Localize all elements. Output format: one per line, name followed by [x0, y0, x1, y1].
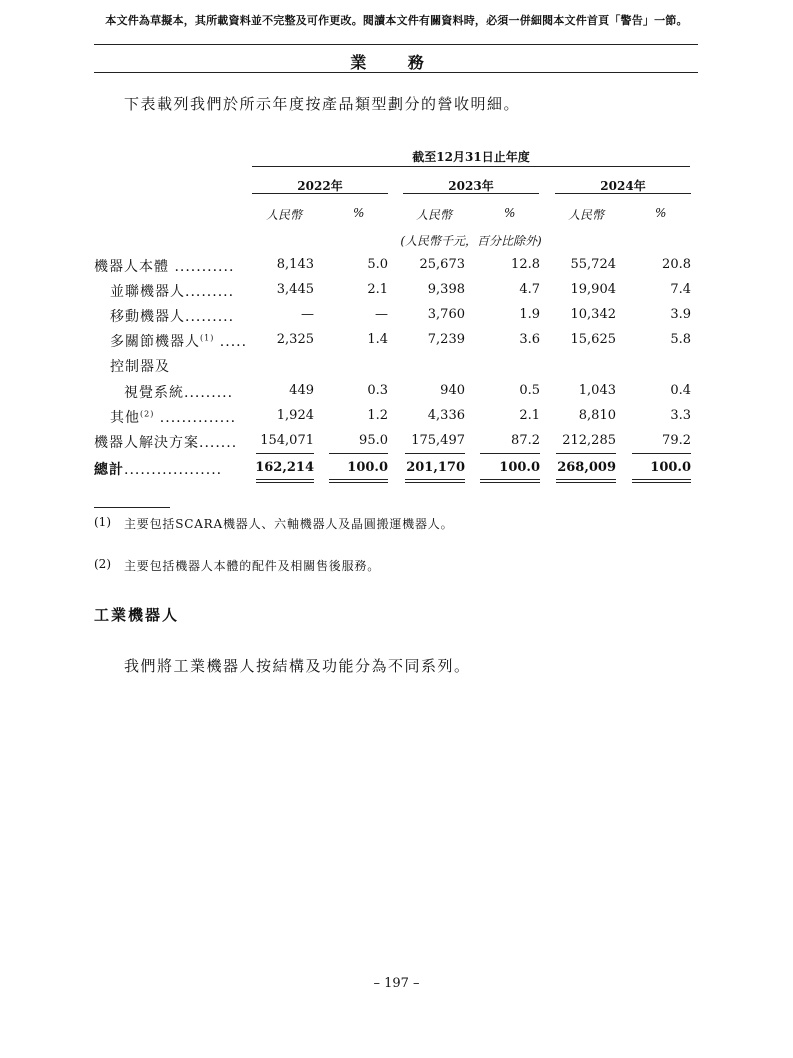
percent-label-2024: %: [655, 206, 667, 220]
year-header-2024: 2024年: [600, 179, 646, 193]
table-cell: 10,342: [570, 307, 616, 322]
table-cell: 20.8: [662, 257, 691, 272]
footnote-mark: (2): [94, 557, 111, 571]
table-cell: 4,336: [427, 408, 465, 423]
section-title: 業 務: [350, 53, 442, 72]
total-double-rule: [632, 479, 691, 483]
table-cell: 2,325: [276, 332, 314, 347]
table-cell: —: [301, 307, 314, 322]
currency-label-2023: 人民幣: [416, 208, 453, 222]
table-row-label: 機器人解決方案.......: [94, 435, 238, 451]
period-header: 截至12月31日止年度: [412, 150, 530, 164]
table-cell: 154,071: [260, 433, 314, 448]
table-cell: 7.4: [670, 282, 691, 297]
table-cell: 7,239: [427, 332, 465, 347]
table-cell: 5.0: [367, 257, 388, 272]
subtotal-rule: [556, 453, 616, 454]
table-row-label: 其他$^{(2)}$ ..............: [110, 409, 237, 426]
footnote-text: 主要包括機器人本體的配件及相關售後服務。: [124, 559, 381, 573]
table-cell: 1.9: [519, 307, 540, 322]
table-row-label: 多關節機器人$^{(1)}$ .....: [110, 333, 248, 350]
table-cell-total: 201,170: [406, 460, 465, 475]
table-cell: 3.9: [670, 307, 691, 322]
table-cell-total: 100.0: [650, 460, 691, 475]
percent-label-2022: %: [353, 206, 365, 220]
intro-text: 下表載列我們於所示年度按產品類型劃分的營收明細。: [124, 95, 521, 113]
table-cell: 12.8: [511, 257, 540, 272]
currency-label-2024: 人民幣: [568, 208, 605, 222]
subtotal-rule: [256, 453, 314, 454]
total-double-rule: [480, 479, 540, 483]
table-cell: 55,724: [570, 257, 616, 272]
table-cell: 2.1: [519, 408, 540, 423]
table-cell: 8,143: [276, 257, 314, 272]
year-underline-2024: [555, 193, 691, 194]
table-cell: 3,445: [276, 282, 314, 297]
table-row-label: 視覺系統.........: [124, 385, 234, 401]
table-cell: 3,760: [427, 307, 465, 322]
period-underline: [252, 166, 690, 167]
table-cell: —: [375, 307, 388, 322]
total-double-rule: [256, 479, 314, 483]
table-cell: 79.2: [662, 433, 691, 448]
table-cell: 3.6: [519, 332, 540, 347]
table-cell: 212,285: [562, 433, 616, 448]
table-row-label: 機器人本體 ...........: [94, 259, 235, 275]
table-cell: 449: [289, 383, 314, 398]
subtotal-rule: [405, 453, 465, 454]
table-cell-total: 100.0: [499, 460, 540, 475]
table-cell: 9,398: [427, 282, 465, 297]
table-cell: 3.3: [670, 408, 691, 423]
table-cell: 1,924: [276, 408, 314, 423]
total-double-rule: [556, 479, 616, 483]
subtotal-rule: [632, 453, 691, 454]
table-cell: 5.8: [670, 332, 691, 347]
table-cell: 87.2: [511, 433, 540, 448]
percent-label-2023: %: [504, 206, 516, 220]
table-cell: 175,497: [411, 433, 465, 448]
body-paragraph: 我們將工業機器人按結構及功能分為不同系列。: [124, 657, 471, 675]
year-header-2022: 2022年: [297, 179, 343, 193]
table-row-label: 控制器及: [110, 359, 170, 375]
year-underline-2023: [403, 193, 539, 194]
table-cell: 0.3: [367, 383, 388, 398]
footnote-text: 主要包括SCARA機器人、六軸機器人及晶圓搬運機器人。: [124, 517, 454, 531]
table-cell: 1,043: [578, 383, 616, 398]
table-cell: 8,810: [578, 408, 616, 423]
table-cell: 19,904: [570, 282, 616, 297]
table-cell: 95.0: [359, 433, 388, 448]
footnote-separator: [94, 507, 170, 508]
table-cell: 1.4: [367, 332, 388, 347]
header-rule-top: [94, 44, 698, 45]
table-cell: 4.7: [519, 282, 540, 297]
header-rule-bottom: [94, 72, 698, 73]
table-row-label-total: 總計..................: [94, 462, 223, 478]
draft-warning: 本文件為草擬本，其所載資料並不完整及可作更改。閱讀本文件有關資料時，必須一併細閱本文件首頁「警告」一節。: [105, 14, 688, 27]
table-cell: 15,625: [570, 332, 616, 347]
footnote-mark: (1): [94, 515, 111, 529]
total-double-rule: [405, 479, 465, 483]
subtotal-rule: [480, 453, 540, 454]
page-number: – 197 –: [373, 976, 420, 991]
table-row-label: 並聯機器人.........: [110, 284, 235, 300]
table-cell: 940: [440, 383, 465, 398]
table-cell-total: 162,214: [255, 460, 314, 475]
unit-note: (人民幣千元，百分比除外): [400, 234, 542, 248]
subheading: 工業機器人: [94, 606, 180, 624]
year-header-2023: 2023年: [448, 179, 494, 193]
year-underline-2022: [252, 193, 388, 194]
table-cell: 0.5: [519, 383, 540, 398]
table-row-label: 移動機器人.........: [110, 309, 235, 325]
subtotal-rule: [329, 453, 388, 454]
table-cell: 0.4: [670, 383, 691, 398]
table-cell-total: 268,009: [557, 460, 616, 475]
total-double-rule: [329, 479, 388, 483]
table-cell: 25,673: [419, 257, 465, 272]
table-cell: 1.2: [367, 408, 388, 423]
footnote-ref: (1): [200, 333, 215, 343]
table-cell: 2.1: [367, 282, 388, 297]
footnote-ref: (2): [140, 409, 155, 419]
currency-label-2022: 人民幣: [266, 208, 303, 222]
table-cell-total: 100.0: [347, 460, 388, 475]
